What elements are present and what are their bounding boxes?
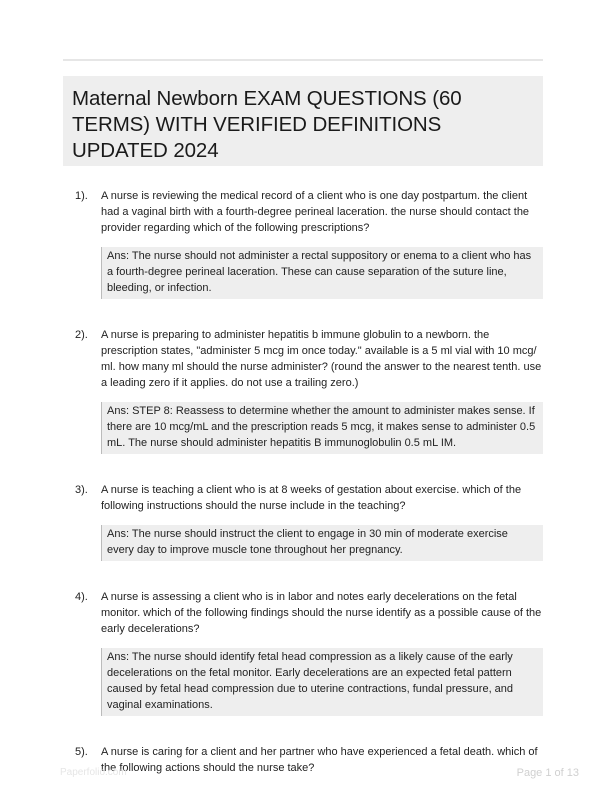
page-indicator: Page 1 of 13: [516, 767, 579, 779]
answer-box: Ans: The nurse should instruct the client to engage in 30 min of moderate exercise every day to improve muscle tone throughout her pregnancy.: [101, 525, 543, 561]
question-number: 5).: [75, 746, 88, 758]
question-text: A nurse is preparing to administer hepatitis b immune globulin to a newborn. the prescription states, "administer 5 mcg im once today." available is a 5 ml vial with 10 mcg/ ml. how many ml should the nurse administer? (round the answer to the nearest tenth. use a leading zero if it applies. do not use a trailing zero.): [101, 329, 542, 389]
question-item-2: [63, 327, 543, 454]
question-item-1: [63, 188, 543, 299]
question-text: A nurse is reviewing the medical record of a client who is one day postpartum. the client had a vaginal birth with a fourth-degree perineal laceration. the nurse should contact the provider regarding which of the following prescriptions?: [101, 190, 530, 234]
question-list: [63, 188, 543, 800]
question-item-4: [63, 589, 543, 716]
question-item-5: [63, 744, 543, 776]
document-title: Maternal Newborn EXAM QUESTIONS (60 TERMS) WITH VERIFIED DEFINITIONS UPDATED 2024: [72, 87, 462, 162]
question-text: A nurse is caring for a client and her partner who have experienced a fetal death. which of the following actions should the nurse take?: [101, 746, 538, 774]
answer-box: Ans: The nurse should not administer a rectal suppository or enema to a client who has a fourth-degree perineal laceration. These can cause separation of the suture line, bleeding, or infection.: [101, 247, 543, 299]
top-divider: [63, 59, 543, 61]
question-text: A nurse is teaching a client who is at 8 weeks of gestation about exercise. which of the following instructions should the nurse include in the teaching?: [101, 484, 522, 512]
question-text: A nurse is assessing a client who is in labor and notes early decelerations on the fetal monitor. which of the following findings should the nurse identify as a possible cause of the early decelerations?: [101, 591, 542, 635]
question-item-3: [63, 482, 543, 561]
answer-box: Ans: STEP 8: Reassess to determine whether the amount to administer makes sense. If there are 10 mcg/mL and the prescription reads 5 mcg, it makes sense to administer 0.5 mL. The nurse should administer hepatitis B immunoglobulin 0.5 mL IM.: [101, 402, 543, 454]
title-banner: [63, 76, 543, 166]
question-number: 3).: [75, 484, 88, 496]
question-number: 1).: [75, 190, 88, 202]
question-number: 2).: [75, 329, 88, 341]
answer-box: Ans: The nurse should identify fetal head compression as a likely cause of the early decelerations on the fetal monitor. Early decelerations are an expected fetal pattern caused by fetal head compression due to uterine contractions, fundal pressure, and vaginal examinations.: [101, 648, 543, 716]
question-number: 4).: [75, 591, 88, 603]
footer-watermark: Paperfolio.com: [60, 767, 127, 778]
